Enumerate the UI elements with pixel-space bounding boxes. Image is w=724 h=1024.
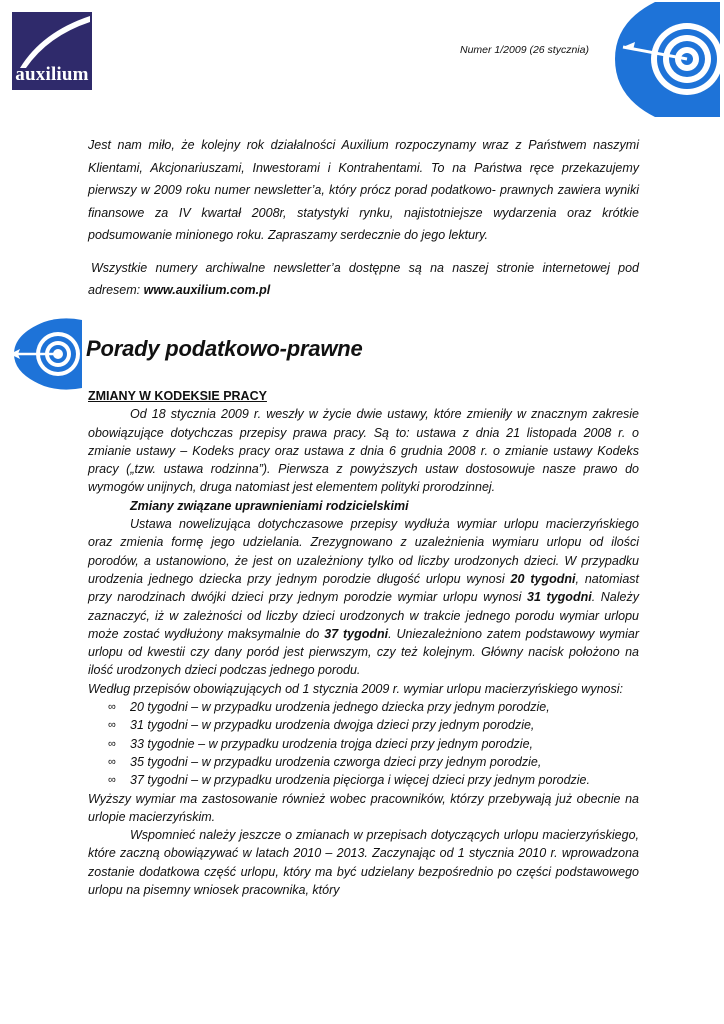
list-item-text: 33 tygodnie – w przypadku urodzenia trojga dzieci przy jednym porodzie, [130, 736, 534, 751]
article-paragraph: Wyższy wymiar ma zastosowanie również wobec pracowników, którzy przebywają już obecnie na urlopie macierzyńskim. [88, 791, 639, 824]
list-item [108, 698, 639, 716]
bullet-icon: ∞ [108, 737, 116, 750]
article-subheading: ZMIANY W KODEKSIE PRACY [88, 389, 267, 403]
text-span: , natomiast przy narodzinach dwójki dzieci przy jednym porodzie wymiar urlopu wynosi [88, 571, 640, 605]
article-paragraph: Od 18 stycznia 2009 r. weszły w życie dwie ustawy, które zmieniły w znacznym zakresie obowiązujące dotychczas przepisy prawa pracy. Są to: ustawa z dnia 21 listopada 2008 r. o zmianie ustawy – Kodeks pracy oraz ustawa z dnia 6 grudnia 2008 r. o zmianie ustawy Kodeks pracy („tzw. ustawa rodzinna”). Pierwsza z powyższych ustaw dostosowuje nasze prawo do wymogów unijnych, druga natomiast jest elementem polityki prorodzinnej. [88, 407, 639, 495]
list-item-text: 31 tygodni – w przypadku urodzenia dwojga dzieci przy jednym porodzie, [130, 718, 535, 733]
section-title: Porady podatkowo-prawne [86, 336, 363, 361]
article-paragraph: Wspomnieć należy jeszcze o zmianach w przepisach dotyczących urlopu macierzyńskiego, które zaczną obowiązywać w latach 2010 – 2013. Zaczynając od 1 stycznia 2010 r. wprowadzona zostanie dodatkowa część urlopu, który ma być udzielany bezpośrednio po części podstawowego urlopu na pisemny wniosek pracownika, który [88, 828, 639, 898]
leave-list [88, 698, 639, 789]
issue-number: Numer 1/2009 (26 stycznia) [460, 44, 589, 56]
emphasis: 37 tygodni [324, 626, 389, 641]
text-span: Ustawa nowelizująca dotychczasowe przepisy wydłuża wymiar urlopu macierzyńskiego oraz zmienia formę jego udzielania. Zrezygnowano z uzależnienia wymiaru urlopu od ilości porodów, a ustanowiono, że jest on uzależniony tylko od liczby urodzonych dzieci. W przypadku urodzenia jednego dziecka przy jednym porodzie długość urlopu wynosi [88, 517, 639, 586]
article-body [88, 387, 639, 899]
logo-text: auxilium [15, 64, 89, 85]
list-item-text: 37 tygodni – w przypadku urodzenia pięciorga i więcej dzieci przy jednym porodzie. [130, 773, 590, 788]
list-item [108, 735, 639, 753]
emphasis: 31 tygodni [527, 590, 592, 605]
bullet-icon: ∞ [108, 701, 116, 714]
intro-archive-paragraph [88, 257, 639, 302]
website-link[interactable]: www.auxilium.com.pl [143, 283, 271, 297]
text-span: . Należy zaznaczyć, iż w zależności od liczby dzieci urodzonych w trakcie jednego porodu wymiar urlopu może zostać wydłużony maksymalnie do [88, 590, 639, 641]
article-subheading-2: Zmiany związane uprawnieniami rodzicielskimi [130, 498, 409, 513]
list-item-text: 20 tygodni – w przypadku urodzenia jednego dziecka przy jednym porodzie, [130, 700, 550, 715]
article-paragraph [88, 515, 639, 680]
bullet-icon: ∞ [108, 719, 116, 732]
list-item [108, 753, 639, 771]
article-paragraph: Według przepisów obowiązujących od 1 stycznia 2009 r. wymiar urlopu macierzyńskiego wynosi: [88, 681, 623, 696]
emphasis: 20 tygodni [510, 571, 576, 586]
bullet-icon: ∞ [108, 755, 116, 768]
list-item [108, 716, 639, 734]
archive-text: Wszystkie numery archiwalne newsletter’a dostępne są na naszej stronie internetowej pod adresem: [88, 260, 639, 297]
intro-text [88, 134, 639, 302]
list-item-text: 35 tygodni – w przypadku urodzenia czworga dzieci przy jednym porodzie, [130, 754, 542, 769]
section-target-icon [6, 316, 82, 392]
text-span: . Uniezależniono zatem podstawowy wymiar urlopu od kwestii czy dany poród jest pierwszym, czy też kolejnym. Główny nacisk położono na ilość urodzonych dzieci podczas jednego porodu. [88, 626, 639, 678]
target-arrow-icon [615, 2, 720, 117]
auxilium-logo [12, 12, 92, 90]
list-item [108, 771, 639, 789]
bullet-icon: ∞ [108, 774, 116, 787]
intro-paragraph: Jest nam miło, że kolejny rok działalności Auxilium rozpoczynamy wraz z Państwem naszymi Klientami, Akcjonariuszami, Inwestorami i Kontrahentami. To na Państwa ręce przekazujemy pierwszy w 2009 roku numer newsletter’a, który prócz porad podatkowo- prawnych zawiera wyniki finansowe za IV kwartał 2008r, statystyki rynku, najistotniejsze wydarzenia oraz krótkie podsumowanie minionego roku. Zapraszamy serdecznie do jego lektury. [88, 138, 639, 242]
